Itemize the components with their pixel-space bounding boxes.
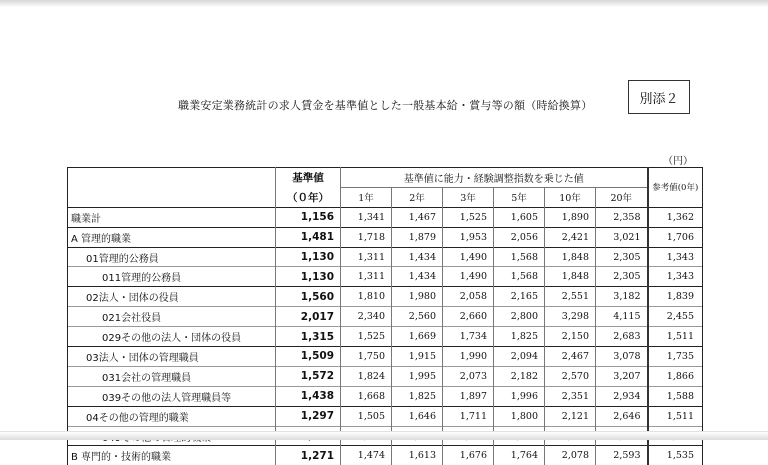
wage-table (67, 167, 703, 465)
reference-value: 1,535 (648, 446, 703, 465)
reference-value: 1,839 (648, 287, 703, 307)
adjusted-value: 2,351 (545, 386, 596, 406)
adjusted-value: 2,570 (545, 366, 596, 386)
base-value: 1,156 (276, 207, 341, 227)
reference-value: 1,362 (648, 207, 703, 227)
adjusted-value: 2,150 (545, 327, 596, 347)
adjusted-value: 2,058 (443, 287, 494, 307)
adjusted-value: 1,711 (443, 406, 494, 426)
reference-value: 1,588 (648, 386, 703, 406)
base-value: 1,560 (276, 287, 341, 307)
adjusted-value: 3,298 (545, 307, 596, 327)
adjusted-value: 1,646 (392, 406, 443, 426)
adjusted-value: 1,568 (494, 247, 545, 267)
adjusted-value: 2,078 (545, 446, 596, 465)
unit-label: （円） (663, 156, 693, 167)
occupation-name: 031会社の管理職員 (68, 366, 276, 386)
base-value: 1,297 (276, 406, 341, 426)
table-row (68, 386, 703, 406)
adjusted-value: 2,094 (494, 347, 545, 367)
adjusted-value: 1,953 (443, 227, 494, 247)
occupation-name: 04その他の管理的職業 (68, 406, 276, 426)
occupation-name: 021会社役員 (68, 307, 276, 327)
occupation-name: 職業計 (68, 207, 276, 227)
adjusted-value: 1,613 (392, 446, 443, 465)
table-row (68, 327, 703, 347)
base-value: 1,509 (276, 347, 341, 367)
header-category-blank (68, 168, 276, 208)
header-reference-label: 参考値(0年) (648, 168, 703, 208)
adjusted-value: 1,669 (392, 327, 443, 347)
adjusted-value: 3,182 (596, 287, 648, 307)
adjusted-value: 1,750 (341, 347, 392, 367)
reference-value: 2,455 (648, 307, 703, 327)
adjusted-value: 1,990 (443, 347, 494, 367)
document-title: 職業安定業務統計の求人賃金を基準値とした一般基本給・賞与等の額（時給換算） (178, 99, 593, 112)
adjusted-value: 2,340 (341, 307, 392, 327)
header-year: 20年 (596, 187, 648, 207)
adjusted-value: 4,115 (596, 307, 648, 327)
table-row (68, 366, 703, 386)
occupation-name: 03法人・団体の管理職員 (68, 347, 276, 367)
base-value: 1,481 (276, 227, 341, 247)
table-header-row-1 (68, 168, 703, 188)
table-row (68, 227, 703, 247)
adjusted-value: 3,207 (596, 366, 648, 386)
occupation-name: 02法人・団体の役員 (68, 287, 276, 307)
adjusted-value: 1,848 (545, 267, 596, 287)
adjusted-value: 1,764 (494, 446, 545, 465)
adjusted-value: 1,890 (545, 207, 596, 227)
attachment-label-box: 別添２ (628, 80, 690, 114)
table-row (68, 247, 703, 267)
adjusted-value: 1,467 (392, 207, 443, 227)
adjusted-value: 1,915 (392, 347, 443, 367)
adjusted-value: 1,490 (443, 267, 494, 287)
adjusted-value: 1,341 (341, 207, 392, 227)
adjusted-value: 2,165 (494, 287, 545, 307)
adjusted-value: 1,980 (392, 287, 443, 307)
table-row (68, 446, 703, 465)
table-row (68, 287, 703, 307)
base-value: 1,438 (276, 386, 341, 406)
table-row (68, 267, 703, 287)
adjusted-value: 1,490 (443, 247, 494, 267)
window-top-edge (0, 0, 768, 7)
adjusted-value: 2,305 (596, 267, 648, 287)
base-value: 2,017 (276, 307, 341, 327)
adjusted-value: 1,995 (392, 366, 443, 386)
header-year: 2年 (392, 187, 443, 207)
adjusted-value: 2,358 (596, 207, 648, 227)
adjusted-value: 1,825 (494, 327, 545, 347)
adjusted-value: 2,660 (443, 307, 494, 327)
adjusted-value: 2,305 (596, 247, 648, 267)
reference-value: 1,511 (648, 327, 703, 347)
header-base-year: （０年） (276, 187, 341, 207)
adjusted-value: 1,718 (341, 227, 392, 247)
base-value: 1,572 (276, 366, 341, 386)
adjusted-value: 1,810 (341, 287, 392, 307)
adjusted-value: 2,551 (545, 287, 596, 307)
table-row (68, 207, 703, 227)
adjusted-value: 3,078 (596, 347, 648, 367)
header-year: 3年 (443, 187, 494, 207)
adjusted-value: 2,683 (596, 327, 648, 347)
adjusted-value: 1,879 (392, 227, 443, 247)
occupation-name: 029その他の法人・団体の役員 (68, 327, 276, 347)
occupation-name: 01管理的公務員 (68, 247, 276, 267)
adjusted-value: 2,593 (596, 446, 648, 465)
adjusted-value: 1,525 (341, 327, 392, 347)
reference-value: 1,511 (648, 406, 703, 426)
table-row (68, 307, 703, 327)
adjusted-value: 1,505 (341, 406, 392, 426)
adjusted-value: 1,605 (494, 207, 545, 227)
adjusted-value: 2,056 (494, 227, 545, 247)
base-value: 1,130 (276, 267, 341, 287)
adjusted-value: 1,800 (494, 406, 545, 426)
occupation-name: 039その他の法人管理職員等 (68, 386, 276, 406)
adjusted-value: 1,824 (341, 366, 392, 386)
reference-value: 1,866 (648, 366, 703, 386)
adjusted-value: 1,434 (392, 247, 443, 267)
base-value: 1,315 (276, 327, 341, 347)
adjusted-value: 1,311 (341, 267, 392, 287)
adjusted-value: 1,996 (494, 386, 545, 406)
header-base-label: 基準値 (276, 168, 341, 188)
adjusted-value: 1,525 (443, 207, 494, 227)
table-row (68, 406, 703, 426)
adjusted-value: 2,646 (596, 406, 648, 426)
header-year: 5年 (494, 187, 545, 207)
adjusted-value: 2,121 (545, 406, 596, 426)
header-group-label: 基準値に能力・経験調整指数を乗じた値 (341, 168, 648, 188)
reference-value: 1,343 (648, 247, 703, 267)
reference-value: 1,735 (648, 347, 703, 367)
reference-value: 1,343 (648, 267, 703, 287)
adjusted-value: 1,568 (494, 267, 545, 287)
base-value: 1,130 (276, 247, 341, 267)
adjusted-value: 2,467 (545, 347, 596, 367)
adjusted-value: 1,848 (545, 247, 596, 267)
base-value: 1,271 (276, 446, 341, 465)
adjusted-value: 2,073 (443, 366, 494, 386)
header-year: 1年 (341, 187, 392, 207)
adjusted-value: 1,734 (443, 327, 494, 347)
adjusted-value: 2,934 (596, 386, 648, 406)
reference-value: 1,706 (648, 227, 703, 247)
adjusted-value: 2,560 (392, 307, 443, 327)
adjusted-value: 1,434 (392, 267, 443, 287)
occupation-name: A 管理的職業 (68, 227, 276, 247)
adjusted-value: 1,897 (443, 386, 494, 406)
table-row (68, 347, 703, 367)
adjusted-value: 1,668 (341, 386, 392, 406)
adjusted-value: 1,825 (392, 386, 443, 406)
header-year: 10年 (545, 187, 596, 207)
adjusted-value: 2,182 (494, 366, 545, 386)
adjusted-value: 1,311 (341, 247, 392, 267)
adjusted-value: 1,474 (341, 446, 392, 465)
occupation-name: 011管理的公務員 (68, 267, 276, 287)
adjusted-value: 3,021 (596, 227, 648, 247)
occupation-name: B 専門的・技術的職業 (68, 446, 276, 465)
adjusted-value: 2,421 (545, 227, 596, 247)
adjusted-value: 2,800 (494, 307, 545, 327)
adjusted-value: 1,676 (443, 446, 494, 465)
